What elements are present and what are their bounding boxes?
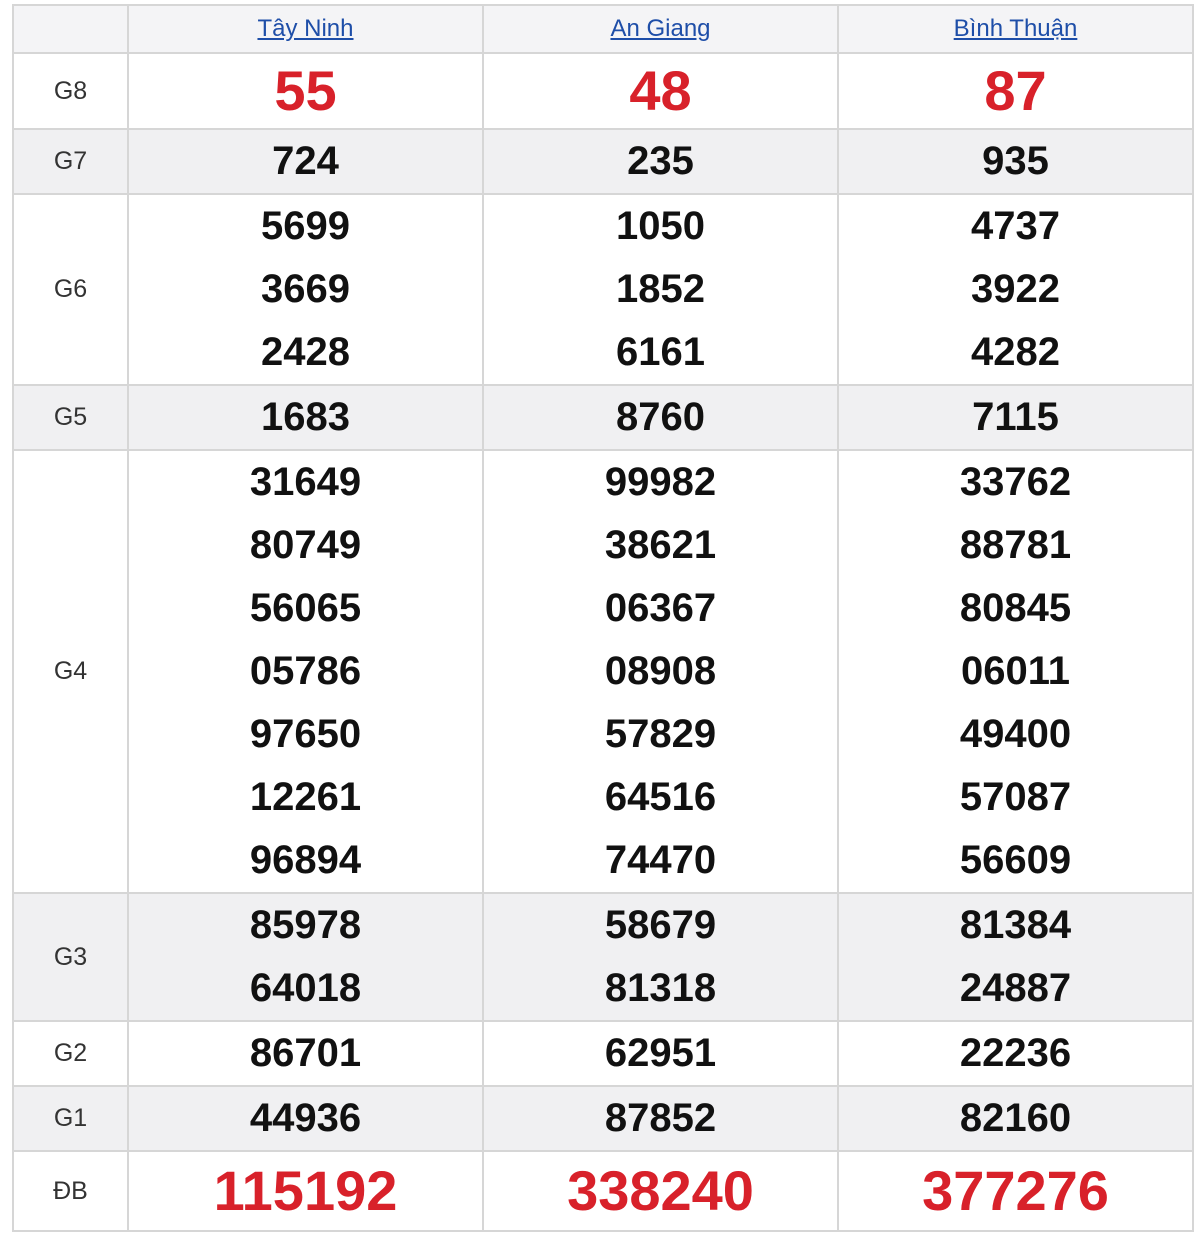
prize-number: 22236 <box>959 1031 1072 1075</box>
prize-value-cell <box>483 385 838 450</box>
prize-value-cell <box>838 1151 1193 1231</box>
prize-number: 62951 <box>604 1031 717 1075</box>
prize-value-cell <box>838 1086 1193 1151</box>
prize-number: 235 <box>627 139 694 183</box>
prize-value-cell <box>128 1021 483 1086</box>
prize-number: 38621 <box>604 523 717 567</box>
header-row <box>13 5 1193 53</box>
prize-value-cell <box>128 53 483 129</box>
prize-row <box>13 1086 1193 1151</box>
prize-label: G8 <box>53 76 88 105</box>
prize-value-cell <box>128 1151 483 1231</box>
prize-label-cell <box>13 1151 128 1231</box>
prize-value-cell <box>483 194 838 385</box>
prize-number: 96894 <box>249 838 362 882</box>
prize-number: 88781 <box>959 523 1072 567</box>
prize-value-cell <box>128 450 483 893</box>
prize-value-cell <box>128 1086 483 1151</box>
prize-value-cell <box>483 1021 838 1086</box>
prize-value-cell <box>483 1151 838 1231</box>
prize-label: G6 <box>53 275 88 303</box>
prize-number: 80749 <box>249 523 362 567</box>
prize-label: G5 <box>53 403 88 431</box>
special-prize-number: 338240 <box>567 1159 754 1222</box>
prize-label-cell <box>13 194 128 385</box>
prize-number: 81318 <box>604 966 717 1010</box>
prize-number: 64018 <box>249 966 362 1010</box>
province-link-binh-thuan[interactable]: Bình Thuận <box>953 15 1078 42</box>
prize-value-cell <box>838 1021 1193 1086</box>
prize-value-cell <box>838 893 1193 1021</box>
prize-value-cell <box>128 385 483 450</box>
prize-row <box>13 450 1193 893</box>
prize-row <box>13 385 1193 450</box>
prize-label: G2 <box>53 1039 88 1067</box>
prize-number: 06011 <box>960 649 1071 693</box>
prize-number: 55 <box>274 59 337 122</box>
prize-label-cell <box>13 1086 128 1151</box>
prize-label-cell <box>13 385 128 450</box>
header-corner <box>13 5 128 53</box>
prize-number: 64516 <box>604 775 717 819</box>
prize-number: 85978 <box>249 903 362 947</box>
prize-number: 87 <box>984 59 1047 122</box>
prize-number: 2428 <box>261 330 350 374</box>
prize-number: 3669 <box>261 267 350 311</box>
prize-number: 1852 <box>616 267 705 311</box>
prize-value-cell <box>838 194 1193 385</box>
prize-number: 56609 <box>959 838 1072 882</box>
prize-number: 05786 <box>249 649 362 693</box>
prize-number: 4282 <box>971 330 1060 374</box>
province-link-an-giang[interactable]: An Giang <box>610 15 711 42</box>
prize-number: 6161 <box>616 330 705 374</box>
prize-value-cell <box>483 1086 838 1151</box>
prize-number: 48 <box>629 59 692 122</box>
prize-label: G3 <box>53 942 88 971</box>
prize-value-cell <box>483 129 838 194</box>
prize-row <box>13 194 1193 385</box>
prize-number: 1683 <box>261 395 350 439</box>
prize-label-cell <box>13 893 128 1021</box>
prize-number: 81384 <box>959 903 1072 947</box>
prize-number: 24887 <box>959 966 1072 1010</box>
prize-number: 82160 <box>959 1096 1072 1140</box>
special-prize-number: 115192 <box>213 1159 398 1222</box>
prize-value-cell <box>483 450 838 893</box>
prize-row <box>13 1021 1193 1086</box>
province-link-tay-ninh[interactable]: Tây Ninh <box>257 15 354 42</box>
prize-number: 58679 <box>604 903 717 947</box>
prize-value-cell <box>483 893 838 1021</box>
prize-number: 8760 <box>616 395 705 439</box>
prize-label: G4 <box>53 657 88 685</box>
prize-value-cell <box>128 129 483 194</box>
prize-number: 1050 <box>616 204 705 248</box>
prize-value-cell <box>128 194 483 385</box>
prize-label: ĐB <box>53 1176 88 1205</box>
prize-number: 08908 <box>604 649 717 693</box>
province-header-cell <box>128 5 483 53</box>
prize-number: 86701 <box>249 1031 362 1075</box>
prize-label: G1 <box>53 1104 88 1132</box>
prize-value-cell <box>483 53 838 129</box>
prize-table-body <box>13 53 1193 1231</box>
prize-number: 49400 <box>959 712 1072 756</box>
prize-value-cell <box>128 893 483 1021</box>
prize-number: 44936 <box>249 1096 362 1140</box>
prize-number: 4737 <box>971 204 1060 248</box>
prize-number: 12261 <box>249 775 362 819</box>
prize-label-cell <box>13 129 128 194</box>
prize-number: 935 <box>982 139 1049 183</box>
prize-number: 7115 <box>972 395 1059 439</box>
prize-number: 3922 <box>971 267 1060 311</box>
prize-number: 31649 <box>249 460 362 504</box>
prize-label-cell <box>13 450 128 893</box>
prize-number: 56065 <box>249 586 362 630</box>
prize-label-cell <box>13 1021 128 1086</box>
prize-row <box>13 53 1193 129</box>
prize-label: G7 <box>53 147 88 175</box>
prize-number: 57087 <box>959 775 1072 819</box>
prize-value-cell <box>838 53 1193 129</box>
prize-row <box>13 129 1193 194</box>
prize-row <box>13 1151 1193 1231</box>
province-header-cell <box>838 5 1193 53</box>
special-prize-number: 377276 <box>922 1159 1109 1222</box>
prize-number: 97650 <box>249 712 362 756</box>
prize-row <box>13 893 1193 1021</box>
prize-number: 74470 <box>604 838 717 882</box>
prize-number: 06367 <box>604 586 717 630</box>
lottery-results-table <box>12 4 1194 1232</box>
prize-number: 5699 <box>261 204 350 248</box>
prize-value-cell <box>838 450 1193 893</box>
prize-value-cell <box>838 129 1193 194</box>
prize-number: 724 <box>272 139 339 183</box>
prize-number: 57829 <box>604 712 717 756</box>
prize-number: 33762 <box>959 460 1072 504</box>
province-header-cell <box>483 5 838 53</box>
prize-value-cell <box>838 385 1193 450</box>
prize-number: 99982 <box>604 460 717 504</box>
prize-number: 80845 <box>959 586 1072 630</box>
prize-number: 87852 <box>604 1096 717 1140</box>
prize-label-cell <box>13 53 128 129</box>
